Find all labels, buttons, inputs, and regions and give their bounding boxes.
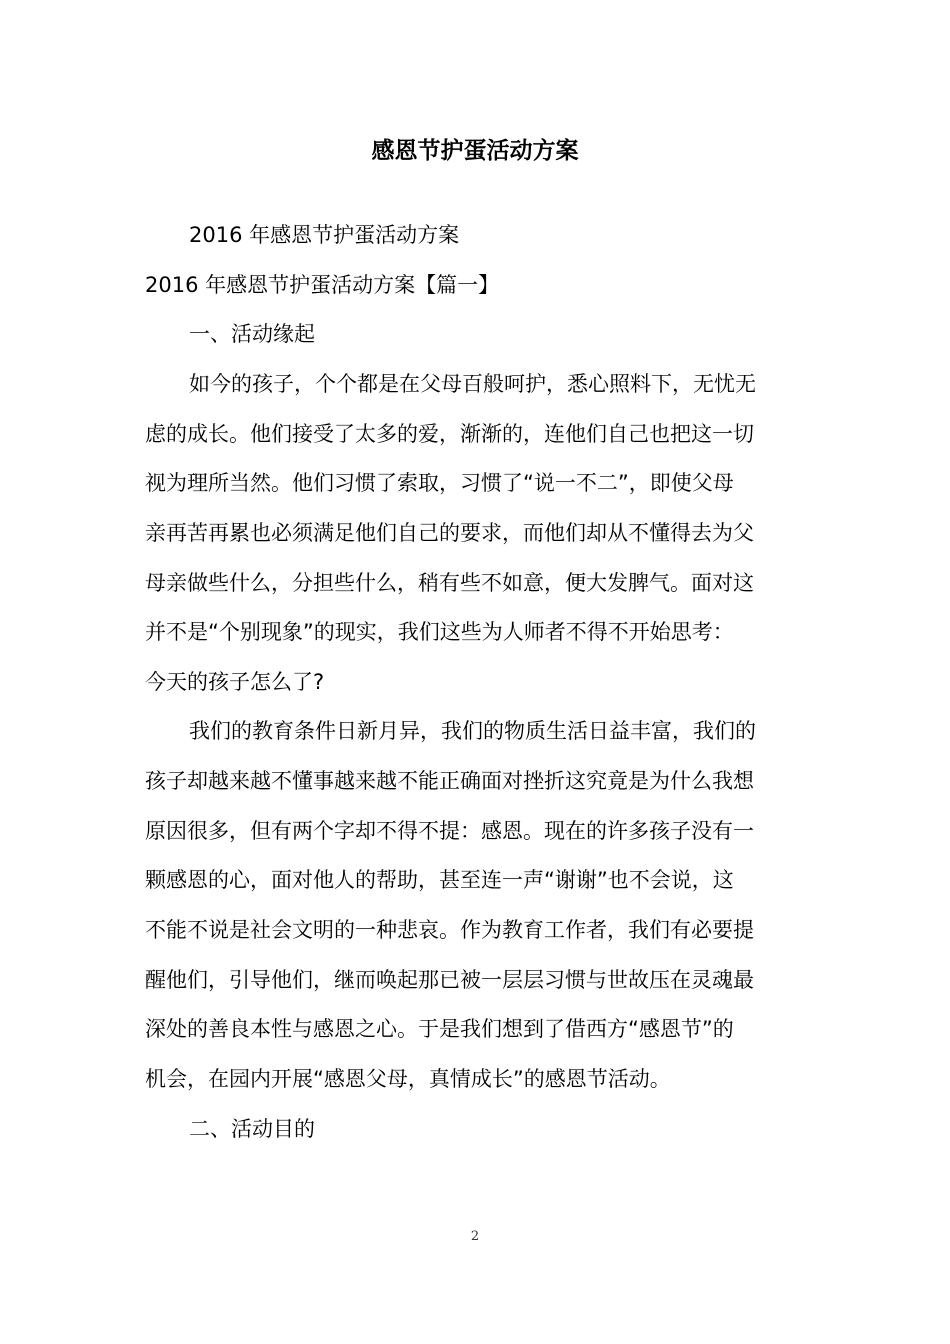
- text-line: 不能不说是社会文明的一种悲哀。作为教育工作者，我们有必要提: [145, 918, 754, 942]
- text-line: 并不是“个别现象”的现实，我们这些为人师者不得不开始思考：: [145, 620, 734, 644]
- document-title: 感恩节护蛋活动方案: [371, 138, 579, 164]
- text-line: 深处的善良本性与感恩之心。于是我们想到了借西方“感恩节”的: [145, 1017, 734, 1041]
- text-line: 机会，在园内开展“感恩父母，真情成长”的感恩节活动。: [145, 1067, 671, 1091]
- text-line: 虑的成长。他们接受了太多的爱，渐渐的，连他们自己也把这一切: [145, 422, 754, 446]
- text-line: 视为理所当然。他们习惯了索取，习惯了“说一不二”，即使父母: [145, 471, 734, 495]
- section-heading: 二、活动目的: [189, 1117, 315, 1141]
- text-line: 原因很多，但有两个字却不得不提：感恩。现在的许多孩子没有一: [145, 819, 754, 843]
- page-number: 2: [470, 1229, 480, 1244]
- text-line: 我们的教育条件日新月异，我们的物质生活日益丰富，我们的: [189, 719, 756, 743]
- text-line: 2016 年感恩节护蛋活动方案【篇一】: [145, 273, 500, 297]
- text-line: 颗感恩的心，面对他人的帮助，甚至连一声“谢谢”也不会说，这: [145, 868, 734, 892]
- text-line: 今天的孩子怎么了?: [145, 670, 325, 694]
- text-line: 母亲做些什么，分担些什么，稍有些不如意，便大发脾气。面对这: [145, 571, 754, 595]
- text-line: 孩子却越来越不懂事越来越不能正确面对挫折这究竟是为什么我想: [145, 769, 754, 793]
- text-line: 亲再苦再累也必须满足他们自己的要求，而他们却从不懂得去为父: [145, 521, 754, 545]
- text-line: 2016 年感恩节护蛋活动方案: [189, 223, 460, 247]
- text-line: 醒他们，引导他们，继而唤起那已被一层层习惯与世故压在灵魂最: [145, 968, 754, 992]
- text-line: 如今的孩子，个个都是在父母百般呵护，悉心照料下，无忧无: [189, 372, 756, 396]
- section-heading: 一、活动缘起: [189, 322, 315, 346]
